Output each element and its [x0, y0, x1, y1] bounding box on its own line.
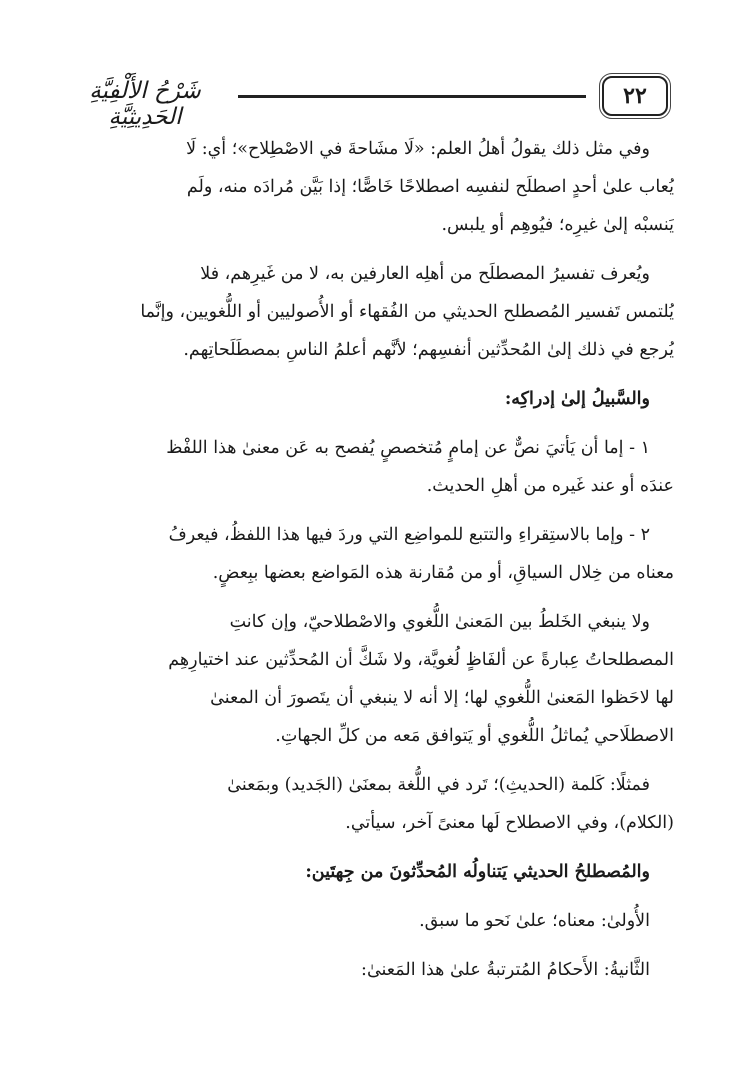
- page-header: [60, 72, 672, 130]
- text-line: يُعاب علىٰ أحدٍ اصطلَح لنفسِه اصطلاحًا خَاصًّا؛ إذا بَيَّن مُرادَه منه، ولَم: [186, 177, 674, 197]
- text-line: يُرجع في ذلك إلىٰ المُحدِّثين أنفسِهم؛ لأنَّهم أعلمُ الناسِ بمصطَلَحاتِهم.: [183, 340, 674, 360]
- text-line: يَنسبْه إلىٰ غيرِه؛ فيُوهِم أو يلبس.: [441, 215, 674, 235]
- paragraph-2: [62, 255, 674, 369]
- text-line: معناه من خِلال السياقِ، أو من مُقارنة هذه المَواضع بعضها ببِعضٍ.: [212, 563, 674, 583]
- page-body: [62, 130, 674, 989]
- text-line: وفي مثل ذلك يقولُ أهلُ العلم: «لَا مشَاحةَ في الاصْطِلاح»؛ أي: لَا: [186, 139, 650, 159]
- text-line: (الكلام)، وفي الاصطلاح لَها معنىً آخر، سيأتي.: [345, 813, 674, 833]
- text-line: لها لاحَظوا المَعنىٰ اللُّغوي لها؛ إلا أنه لا ينبغي أن يتَصورَ أن المعنىٰ: [210, 688, 674, 708]
- text-line: عندَه أو عند غَيره من أهلِ الحديث.: [426, 476, 674, 496]
- text-line: الثَّانيةُ: الأَحكامُ المُترتبةُ علىٰ هذا المَعنىٰ:: [361, 960, 650, 980]
- paragraph-1: [62, 130, 674, 244]
- text-line: ويُعرف تفسيرُ المصطلَح من أهلِه العارفين به، لا من غَيرِهم، فلا: [200, 264, 650, 284]
- text-line: والسَّبيلُ إلىٰ إدراكِه:: [504, 389, 650, 409]
- paragraph-4: [62, 766, 674, 842]
- running-title: شَرْحُ الأَلْفِيَّةِ الحَدِيثِيَّةِ: [89, 78, 201, 130]
- header-rule: [238, 95, 586, 98]
- list-item-1: [62, 429, 674, 505]
- text-line: يُلتمس تَفسير المُصطلح الحديثي من الفُقهاء أو الأُصوليين أو اللُّغويين، وإنَّما: [140, 302, 674, 322]
- text-line: ٢ - وإما بالاستِقراءِ والتتبع للمواضِع التي وردَ فيها هذا اللفظُ، فيعرفُ: [168, 525, 650, 545]
- text-line: الاصطلَاحي يُماثلُ اللُّغوي أو يَتوافق مَعه من كلِّ الجهاتِ.: [275, 726, 674, 746]
- paragraph-3: [62, 603, 674, 755]
- text-line: الأُولىٰ: معناه؛ علىٰ نَحو ما سبق.: [419, 911, 650, 931]
- list-item-2: [62, 516, 674, 592]
- point-1: [62, 902, 674, 940]
- text-line: ١ - إما أن يَأتيَ نصٌّ عن إمامٍ مُتخصصٍ يُفصح به عَن معنىٰ هذا اللفْظ: [166, 438, 650, 458]
- section-heading: [62, 380, 674, 418]
- text-line: والمُصطلحُ الحديثي يَتناولُه المُحدِّثونَ من جِهتَين:: [305, 862, 650, 882]
- subsection-heading: [62, 853, 674, 891]
- text-line: ولا ينبغي الخَلطُ بين المَعنىٰ اللُّغوي والاصْطلاحيّ، وإن كانتِ: [229, 612, 650, 632]
- point-2: [62, 951, 674, 989]
- text-line: فمثلًا: كَلمة (الحديثِ)؛ تَرد في اللُّغة بمعنَىٰ (الجَديد) وبمَعنىٰ: [227, 775, 650, 795]
- text-line: المصطلحاتُ عِبارةً عن ألفَاظٍ لُغويَّة، ولا شَكَّ أن المُحدِّثين عند اختيارِهِم: [168, 650, 674, 670]
- page-number: ٢٢: [602, 76, 668, 116]
